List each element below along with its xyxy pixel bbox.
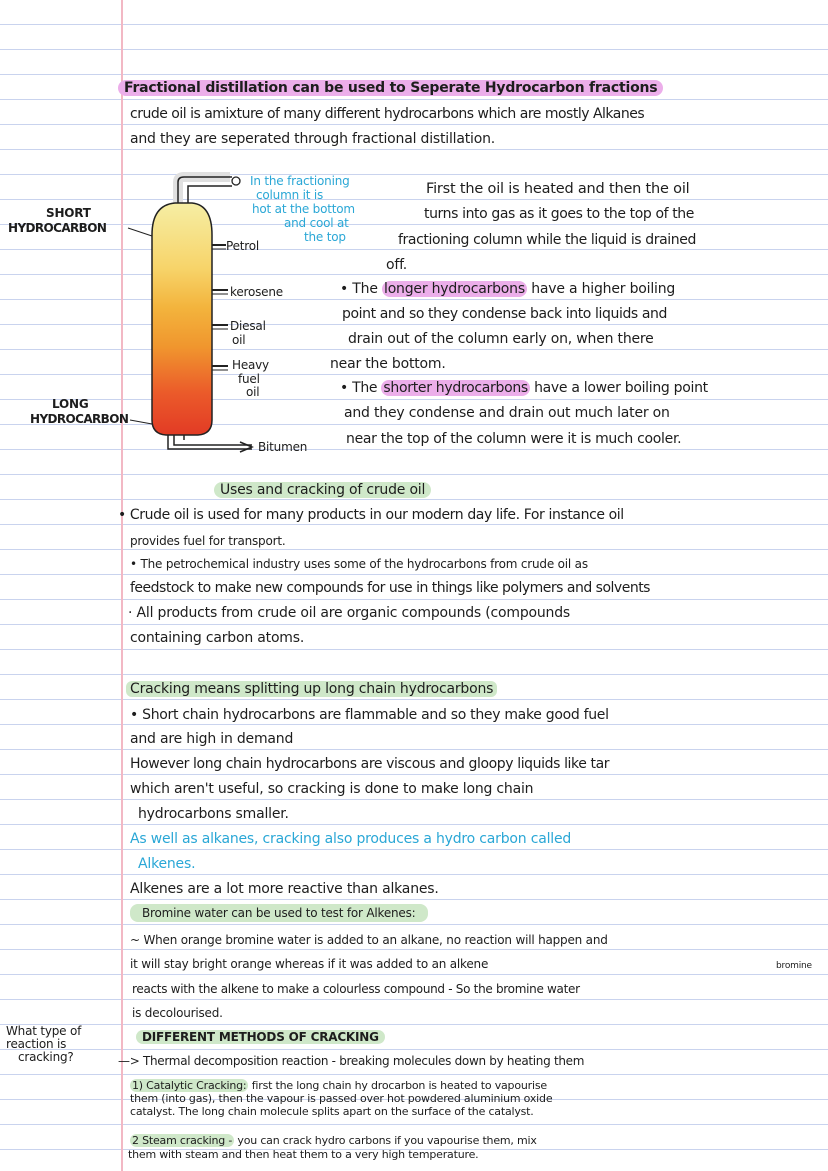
longer-line-1 (340, 281, 675, 298)
intro-line-2: and they are seperated through fractional distillation. (130, 131, 496, 147)
cracking-line-4: which aren't useful, so cracking is done to make long chain (130, 781, 534, 797)
page-heading-text: Fractional distillation can be used to Seperate Hydrocarbon fractions (118, 80, 663, 96)
alkenes-blue-2: Alkenes. (138, 856, 196, 872)
temp-note-5: the top (304, 230, 346, 244)
steam-line-2: them with steam and then heat them to a very high temperature. (128, 1148, 479, 1161)
shorter-line-1 (340, 380, 708, 397)
shorter-rest: have a lower boiling point (529, 380, 708, 396)
cracking-heading (126, 681, 497, 698)
cracking-line-5: hydrocarbons smaller. (138, 806, 289, 822)
short-hydrocarbon-label-1: SHORT (46, 206, 91, 220)
fraction-bitumen: Bitumen (258, 440, 308, 454)
cracking-line-2: and are high in demand (130, 731, 294, 747)
process-line-4: off. (386, 257, 408, 273)
bromine-heading-text: Bromine water can be used to test for Alkenes: (130, 904, 428, 922)
catalytic-highlight: 1) Catalytic Cracking: (132, 1079, 247, 1092)
uses-line-1: • Crude oil is used for many products in our modern day life. For instance oil (118, 507, 624, 523)
longer-line-3: drain out of the column early on, when there (348, 331, 654, 347)
uses-line-2: provides fuel for transport. (130, 534, 286, 548)
catalytic-line-3: catalyst. The long chain molecule splits apart on the surface of the catalyst. (130, 1105, 534, 1118)
temp-note-3: hot at the bottom (252, 202, 355, 216)
alkenes-blue-1: As well as alkanes, cracking also produces a hydro carbon called (130, 831, 572, 847)
margin-question-2: reaction is (6, 1037, 67, 1051)
methods-heading (136, 1030, 385, 1044)
intro-line-1: crude oil is amixture of many different hydrocarbons which are mostly Alkanes (130, 106, 645, 122)
process-line-2: turns into gas as it goes to the top of the (424, 206, 694, 222)
uses-line-4: feedstock to make new compounds for use in things like polymers and solvents (130, 580, 650, 596)
longer-highlight: longer hydrocarbons (384, 281, 525, 297)
fraction-diesal-2: oil (232, 333, 246, 347)
long-hydrocarbon-label-1: LONG (52, 397, 89, 411)
column-bottom-pipe (174, 435, 252, 445)
uses-heading-text: Uses and cracking of crude oil (214, 482, 431, 498)
catalytic-line-1 (130, 1079, 547, 1092)
fraction-diesal-1: Diesal (230, 319, 266, 333)
longer-line-2: point and so they condense back into liquids and (342, 306, 668, 322)
bromine-line-3: reacts with the alkene to make a colourless compound - So the bromine water (132, 982, 580, 996)
short-hydrocarbon-label-2: HYDROCARBON (8, 221, 107, 235)
uses-line-6: containing carbon atoms. (130, 630, 305, 646)
cracking-line-1: • Short chain hydrocarbons are flammable and so they make good fuel (130, 707, 609, 723)
uses-line-5: · All products from crude oil are organic compounds (compounds (128, 605, 571, 621)
temp-note-2: column it is (256, 188, 324, 202)
fraction-petrol: Petrol (226, 239, 260, 253)
thermal-line: —> Thermal decomposition reaction - breaking molecules down by heating them (118, 1054, 585, 1068)
fraction-heavy-2: fuel (238, 372, 260, 386)
steam-rest: you can crack hydro carbons if you vapourise them, mix (234, 1134, 537, 1147)
bromine-line-1: ~ When orange bromine water is added to an alkane, no reaction will happen and (130, 933, 608, 947)
cracking-line-3: However long chain hydrocarbons are viscous and gloopy liquids like tar (130, 756, 610, 772)
margin-question-3: cracking? (18, 1050, 74, 1064)
bromine-line-2: it will stay bright orange whereas if it was added to an alkene (130, 957, 489, 971)
cracking-heading-text: Cracking means splitting up long chain hydrocarbons (126, 681, 497, 697)
catalytic-line-2: them (into gas), then the vapour is passed over hot powdered aluminium oxide (130, 1092, 553, 1105)
column-body (152, 203, 212, 435)
margin-question-1: What type of (6, 1024, 82, 1038)
temp-note-1: In the fractioning (250, 174, 350, 188)
steam-line-1 (130, 1134, 537, 1147)
bromine-heading (130, 906, 428, 920)
fraction-heavy-3: oil (246, 385, 260, 399)
shorter-line-2: and they condense and drain out much later on (344, 405, 670, 421)
process-line-1: First the oil is heated and then the oil (426, 181, 690, 197)
alkenes-reactive: Alkenes are a lot more reactive than alkanes. (130, 881, 439, 897)
methods-heading-text: DIFFERENT METHODS OF CRACKING (136, 1030, 385, 1044)
uses-line-3: • The petrochemical industry uses some of the hydrocarbons from crude oil as (130, 557, 588, 571)
longer-lead: • The (340, 281, 382, 297)
fraction-kerosene: kerosene (230, 285, 283, 299)
long-hydrocarbon-label-2: HYDROCARBON (30, 412, 129, 426)
column-top-pipe (178, 177, 230, 205)
shorter-lead: • The (340, 380, 382, 396)
uses-heading (214, 482, 431, 499)
bromine-margin-note: bromine (776, 961, 812, 971)
steam-highlight: 2 Steam cracking - (132, 1134, 233, 1147)
shorter-highlight: shorter hydrocarbons (383, 380, 528, 396)
temp-note-4: and cool at (284, 216, 349, 230)
process-line-3: fractioning column while the liquid is drained (398, 232, 696, 248)
fraction-heavy-1: Heavy (232, 358, 269, 372)
longer-rest: have a higher boiling (526, 281, 676, 297)
longer-line-4: near the bottom. (330, 356, 446, 372)
shorter-line-3: near the top of the column were it is much cooler. (346, 431, 682, 447)
bromine-line-4: is decolourised. (132, 1006, 223, 1020)
catalytic-rest: first the long chain hy drocarbon is heated to vapourise (248, 1079, 547, 1092)
